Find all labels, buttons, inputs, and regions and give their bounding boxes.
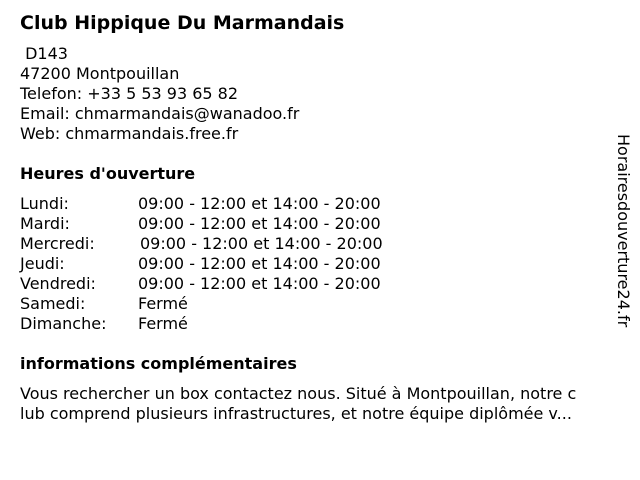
day-label: Vendredi:	[20, 274, 96, 293]
description-line: Vous rechercher un box contactez nous. Situé à Montpouillan, notre c	[20, 384, 577, 403]
day-hours: Fermé	[138, 294, 188, 313]
address-block	[20, 44, 299, 144]
day-hours: Fermé	[138, 314, 188, 333]
opening-hours-heading: Heures d'ouverture	[20, 164, 196, 183]
day-label: Samedi:	[20, 294, 86, 313]
opening-hours-table	[20, 194, 440, 334]
address-street: D143	[20, 44, 68, 63]
address-city: 47200 Montpouillan	[20, 64, 180, 83]
email-address[interactable]: Email: chmarmandais@wanadoo.fr	[20, 104, 300, 123]
hours-row-friday	[20, 274, 440, 294]
hours-row-thursday	[20, 254, 440, 274]
day-hours: 09:00 - 12:00 et 14:00 - 20:00	[138, 254, 381, 273]
hours-row-wednesday	[20, 234, 440, 254]
day-label: Jeudi:	[20, 254, 65, 273]
day-hours: 09:00 - 12:00 et 14:00 - 20:00	[138, 194, 381, 213]
website-link[interactable]: Web: chmarmandais.free.fr	[20, 124, 239, 143]
day-hours: 09:00 - 12:00 et 14:00 - 20:00	[140, 234, 383, 253]
day-label: Mardi:	[20, 214, 70, 233]
day-hours: 09:00 - 12:00 et 14:00 - 20:00	[138, 214, 381, 233]
site-watermark: Horairesdouverture24.fr	[614, 134, 633, 328]
hours-row-saturday	[20, 294, 440, 314]
business-title: Club Hippique Du Marmandais	[20, 12, 345, 34]
day-label: Dimanche:	[20, 314, 107, 333]
day-label: Mercredi:	[20, 234, 95, 253]
day-hours: 09:00 - 12:00 et 14:00 - 20:00	[138, 274, 381, 293]
hours-row-sunday	[20, 314, 440, 334]
additional-info-text	[20, 384, 625, 424]
hours-row-tuesday	[20, 214, 440, 234]
additional-info-heading: informations complémentaires	[20, 354, 297, 373]
phone-number[interactable]: Telefon: +33 5 53 93 65 82	[20, 84, 239, 103]
day-label: Lundi:	[20, 194, 69, 213]
hours-row-monday	[20, 194, 440, 214]
description-line: lub comprend plusieurs infrastructures, et notre équipe diplômée v...	[20, 404, 572, 423]
